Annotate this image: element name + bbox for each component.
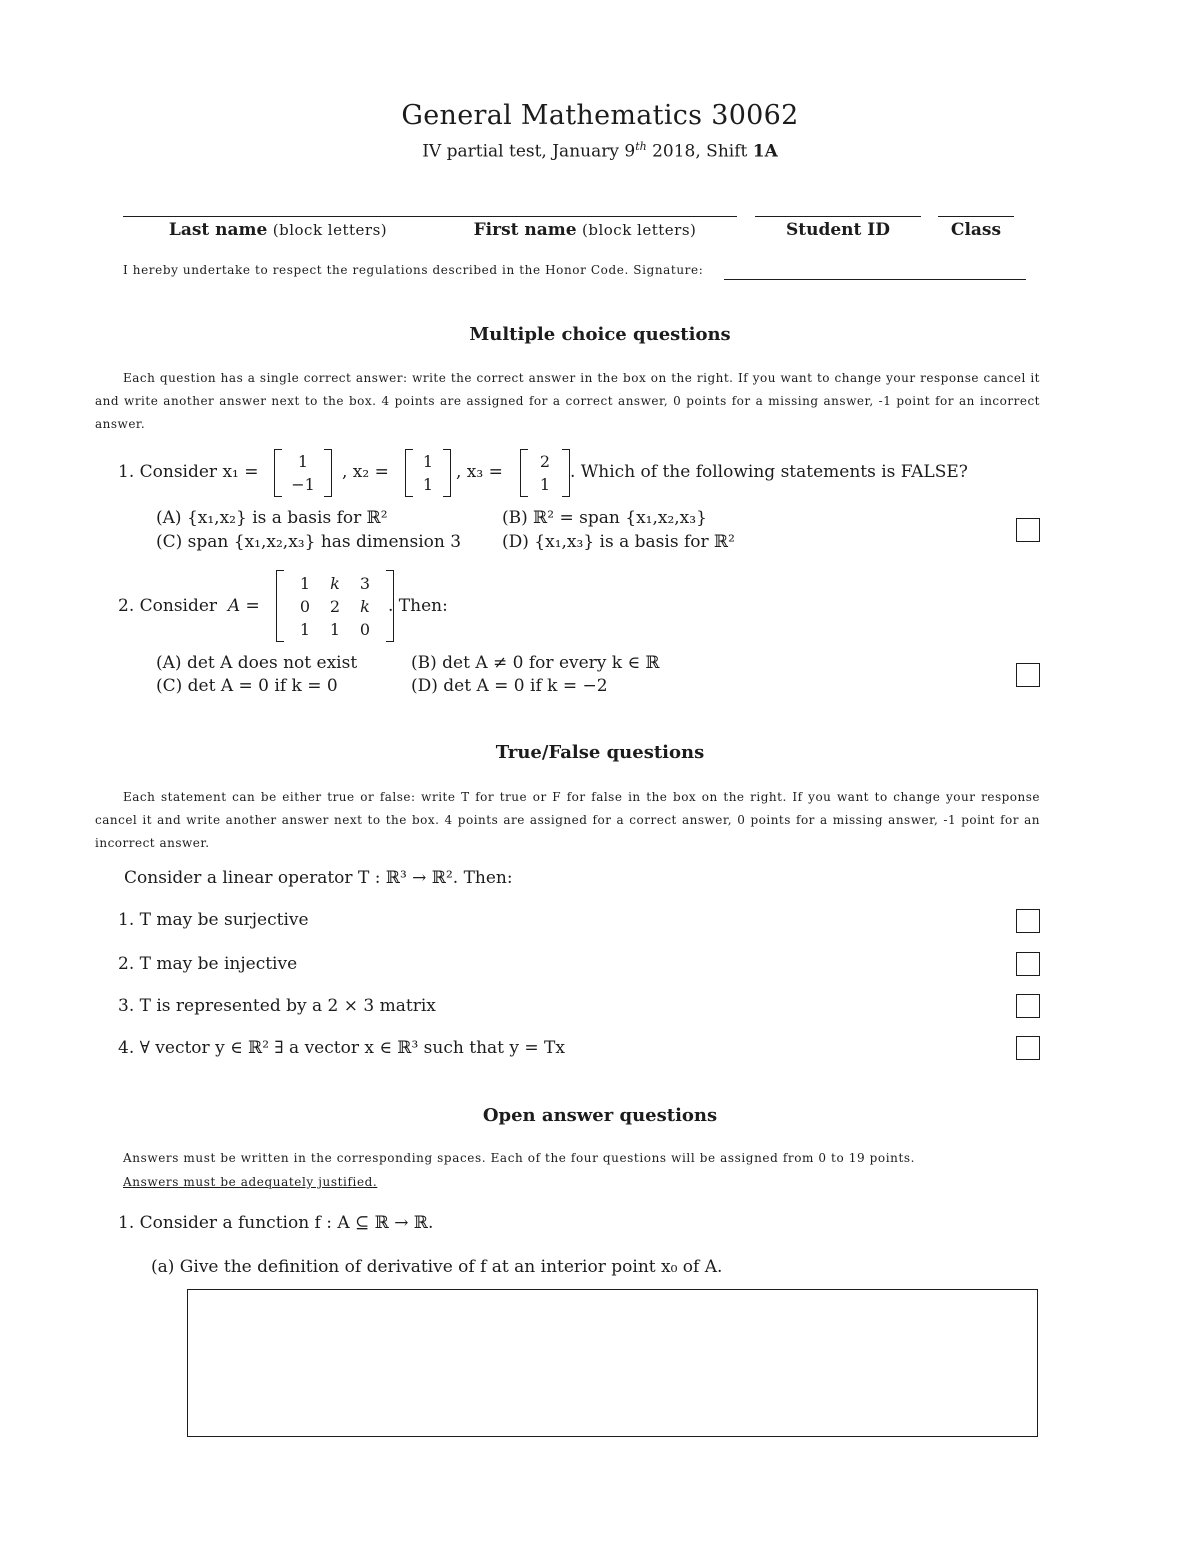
class-line[interactable]	[938, 216, 1014, 217]
tf-instructions: Each statement can be either true or false: write T for true or F for false in the box on the right. If you want to change your response cancel it and write another answer next to the box. 4 points are assigned for a correct answer, 0 points for a missing answer, -1 point for an incorrect answer.	[95, 790, 1040, 850]
tf-item-2-answer-box[interactable]	[1016, 952, 1040, 976]
vector-x2: 1 1	[405, 449, 451, 497]
tf-item-2: 2. T may be injective	[118, 954, 298, 974]
mc-q2-option-b: (B) det A ≠ 0 for every k ∈ ℝ	[411, 653, 660, 673]
tf-item-1-answer-box[interactable]	[1016, 909, 1040, 933]
mc-q1-question: . Which of the following statements is FALSE?	[570, 462, 968, 482]
mc-q1-option-d: (D) {x₁,x₃} is a basis for ℝ²	[502, 532, 735, 552]
mc-q1-intro: 1. Consider x₁ =	[118, 462, 259, 482]
tf-item-3-answer-box[interactable]	[1016, 994, 1040, 1018]
class-label: Class	[950, 220, 1002, 240]
subtitle-shift-label: 2018, Shift	[646, 141, 753, 162]
mc-q1-option-c: (C) span {x₁,x₂,x₃} has dimension 3	[156, 532, 462, 552]
mc-q2-intro: 2. Consider A =	[118, 596, 260, 616]
tf-item-3: 3. T is represented by a 2 × 3 matrix	[118, 996, 436, 1016]
matrix-a: 1 k 3 0 2 k 1 1 0	[276, 570, 394, 642]
open-instructions: Answers must be written in the corresponding spaces. Each of the four questions will be assigned from 0 to 19 points.	[123, 1151, 916, 1165]
open-q1a-answer-area[interactable]	[187, 1289, 1038, 1437]
mc-q2-option-a: (A) det A does not exist	[156, 653, 358, 673]
subtitle-shift: 1A	[752, 141, 778, 162]
mc-q2-then: . Then:	[388, 596, 448, 616]
first-name-label: First name (block letters)	[473, 220, 697, 240]
mc-heading: Multiple choice questions	[469, 324, 731, 345]
honor-code-text: I hereby undertake to respect the regulations described in the Honor Code. Signature:	[123, 263, 704, 277]
open-justify-note: Answers must be adequately justified.	[123, 1175, 378, 1189]
open-q1a: (a) Give the definition of derivative of f at an interior point x₀ of A.	[151, 1257, 723, 1277]
exam-subtitle	[0, 140, 1200, 162]
mc-q2-option-c: (C) det A = 0 if k = 0	[156, 676, 338, 696]
open-q1: 1. Consider a function f : A ⊆ ℝ → ℝ.	[118, 1213, 434, 1233]
tf-item-4-answer-box[interactable]	[1016, 1036, 1040, 1060]
tf-heading: True/False questions	[495, 742, 705, 763]
tf-item-1: 1. T may be surjective	[118, 910, 309, 930]
subtitle-ordinal: th	[635, 140, 647, 153]
mc-instructions: Each question has a single correct answer: write the correct answer in the box on the right. If you want to change your response cancel it and write another answer next to the box. 4 points are assigned for a correct answer, 0 points for a missing answer, -1 point for an incorrect answer.	[95, 371, 1040, 431]
vector-x3: 2 1	[520, 449, 570, 497]
mc-q1-x3-label: , x₃ =	[456, 462, 503, 482]
last-name-label: Last name (block letters)	[168, 220, 388, 240]
tf-intro: Consider a linear operator T : ℝ³ → ℝ². Then:	[124, 868, 513, 888]
mc-q2-answer-box[interactable]	[1016, 663, 1040, 687]
mc-q1-option-a: (A) {x₁,x₂} is a basis for ℝ²	[156, 508, 388, 528]
exam-title: General Mathematics 30062	[401, 100, 799, 131]
mc-q1-x2-label: , x₂ =	[342, 462, 389, 482]
name-line[interactable]	[123, 216, 737, 217]
mc-q1-option-b: (B) ℝ² = span {x₁,x₂,x₃}	[502, 508, 707, 528]
student-id-label: Student ID	[785, 220, 891, 240]
open-heading: Open answer questions	[482, 1105, 718, 1126]
mc-q1-answer-box[interactable]	[1016, 518, 1040, 542]
mc-q2-option-d: (D) det A = 0 if k = −2	[411, 676, 608, 696]
tf-item-4: 4. ∀ vector y ∈ ℝ² ∃ a vector x ∈ ℝ³ such that y = Tx	[118, 1038, 565, 1058]
student-id-line[interactable]	[755, 216, 921, 217]
signature-line[interactable]	[724, 279, 1026, 280]
subtitle-date: IV partial test, January 9	[422, 141, 636, 162]
vector-x1: 1 −1	[274, 449, 332, 497]
